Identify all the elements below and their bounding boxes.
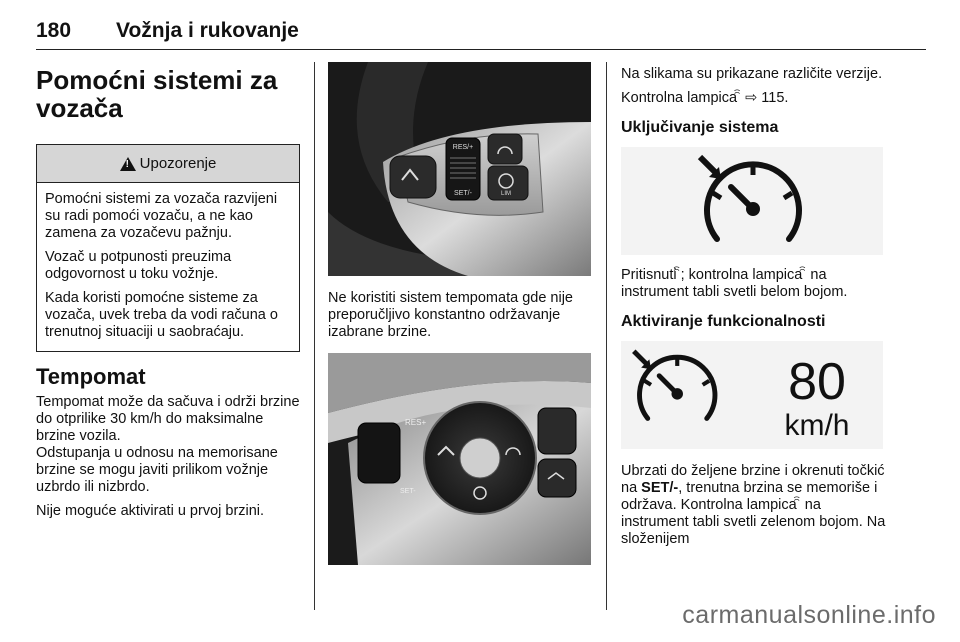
- page-number: 180: [36, 19, 72, 42]
- section-title: Pomoćni sistemi za vozača: [36, 65, 278, 123]
- body-paragraph: Ne koristiti sistem tempomata gde nije preporučljivo konstantno održavanje izabrane brzine.: [328, 290, 573, 340]
- steering-wheel-controls-figure-2: [328, 353, 591, 565]
- warning-box: [36, 144, 300, 352]
- switch-on-heading: Uključivanje sistema: [621, 119, 779, 136]
- column-divider-1: [314, 62, 315, 610]
- body-paragraph: Nije moguće aktivirati u prvoj brzini.: [36, 503, 265, 519]
- body-paragraph: Pritisnuti ꩰ; kontrolna lampica ꩰ na instrument tabli svetli belom bojom.: [621, 267, 848, 300]
- figure2-res-label: RES+: [405, 418, 427, 427]
- running-title: Vožnja i rukovanje: [116, 19, 299, 42]
- column-2: [328, 62, 592, 565]
- watermark: carmanualsonline.info: [682, 601, 936, 629]
- body-paragraph: Odstupanja u odnosu na memorisane brzine se mogu javiti prilikom vožnje uzbrdo ili nizbrdo.: [36, 445, 278, 495]
- warning-icon: [120, 157, 136, 171]
- column-1: [36, 62, 300, 527]
- warning-paragraph: Pomoćni sistemi za vozača razvijeni su radi pomoći vozaču, a ne kao zamena za vozačevu pažnju.: [45, 191, 278, 241]
- warning-paragraph: Kada koristi pomoćne sisteme za vozača, uvek treba da vodi računa o trenutnoj situaciji u saobraćaju.: [45, 290, 278, 340]
- body-paragraph: Na slikama su prikazane različite verzije.: [621, 66, 883, 82]
- warning-paragraph: Vozač u potpunosti preuzima odgovornost u toku vožnje.: [45, 249, 232, 282]
- set-speed-figure: [621, 341, 883, 449]
- body-paragraph: Ubrzati do željene brzine i okrenuti točkić na SET/-, trenutna brzina se memoriše i održava. Kontrolna lampica ꩰ na instrument tabli svetli zelenom bojom. Na složenijem: [621, 463, 886, 547]
- column-3: [621, 62, 887, 555]
- figure1-res-label: RES/+: [452, 144, 474, 151]
- activation-heading: Aktiviranje funkcionalnosti: [621, 313, 826, 330]
- set-speed-value: 80: [788, 353, 846, 411]
- warning-header: [37, 145, 299, 183]
- figure1-lim-label: LIM: [500, 191, 512, 197]
- figure2-set-label: SET-: [400, 488, 416, 495]
- column-divider-2: [606, 62, 607, 610]
- warning-body: [37, 183, 299, 351]
- set-speed-unit: km/h: [784, 409, 850, 442]
- steering-wheel-controls-figure-1: [328, 62, 591, 276]
- tempomat-heading: Tempomat: [36, 364, 146, 389]
- warning-label: Upozorenje: [139, 155, 217, 172]
- body-paragraph: Tempomat može da sačuva i održi brzine do otprilike 30 km/h do maksimalne brzine vozila.: [36, 394, 300, 444]
- page-header: [36, 12, 926, 50]
- body-paragraph: Kontrolna lampica ꩰ ⇨ 115.: [621, 90, 789, 106]
- cruise-control-icon-figure: [621, 147, 883, 255]
- figure1-set-label: SET/-: [454, 190, 472, 197]
- set-key-label: SET/-: [641, 480, 679, 496]
